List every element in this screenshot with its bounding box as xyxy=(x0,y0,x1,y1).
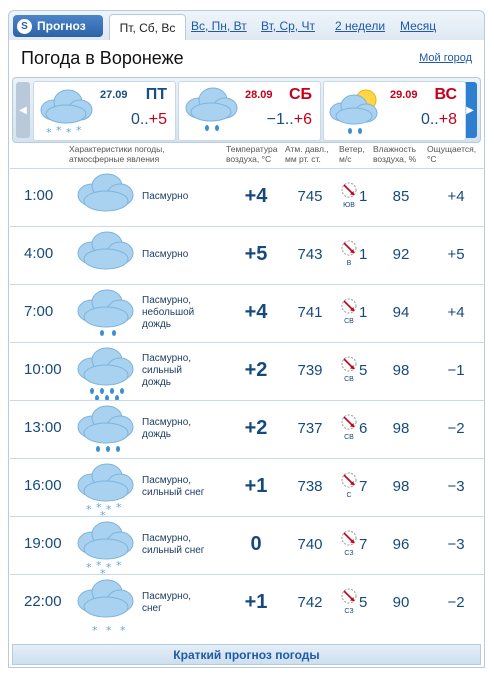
page-title: Погода в Воронеже xyxy=(21,48,184,68)
day-carousel xyxy=(12,77,481,143)
row-time: 10:00 xyxy=(24,361,62,378)
day-date: 29.09 xyxy=(390,89,418,101)
forecast-table xyxy=(10,168,485,635)
svg-text:*: * xyxy=(56,124,62,137)
row-pressure: 745 xyxy=(297,188,323,205)
svg-text:*: * xyxy=(92,624,98,635)
short-forecast-link[interactable]: Краткий прогноз погоды xyxy=(12,644,481,665)
row-humidity: 98 xyxy=(392,420,410,437)
day-temp-min: 0.. xyxy=(420,111,439,128)
snow-icon xyxy=(74,577,138,640)
rain-icon xyxy=(74,403,138,466)
header-wind xyxy=(339,144,365,164)
day-date: 27.09 xyxy=(100,89,128,101)
description-line: Пасмурно, xyxy=(142,533,192,544)
header-line: Атм. давл., xyxy=(285,144,329,154)
my-city-link[interactable]: Мой город xyxy=(419,52,472,64)
description-line: Пасмурно, xyxy=(142,295,192,306)
tab-sun-mon-tue[interactable]: Вс, Пн, Вт xyxy=(191,19,247,33)
row-humidity: 98 xyxy=(392,362,410,379)
row-feels-like: −3 xyxy=(447,536,465,553)
svg-text:*: * xyxy=(106,624,112,635)
tab-fri-sat-sun[interactable]: Пт, Сб, Вс xyxy=(109,14,186,41)
row-feels-like: +4 xyxy=(447,188,465,205)
description-line: дождь xyxy=(142,377,172,388)
s-logo-icon: S xyxy=(17,19,32,34)
row-time: 7:00 xyxy=(24,303,54,320)
header-pressure xyxy=(285,144,329,164)
row-humidity: 96 xyxy=(392,536,410,553)
description-line: сильный снег xyxy=(142,487,205,498)
row-temperature: +2 xyxy=(244,417,268,439)
svg-text:*: * xyxy=(96,501,102,514)
row-temperature: +5 xyxy=(244,243,268,265)
row-wind-speed: 7 xyxy=(359,478,368,495)
row-temperature: +1 xyxy=(244,591,268,613)
day-temp xyxy=(421,111,457,129)
wind-direction-label: СВ xyxy=(344,376,354,383)
svg-text:*: * xyxy=(100,509,106,519)
row-wind-speed: 1 xyxy=(359,188,368,205)
row-wind-speed: 6 xyxy=(359,420,368,437)
header-line: Ветер, xyxy=(339,144,365,154)
row-description xyxy=(142,533,204,557)
table-row xyxy=(10,342,485,400)
row-humidity: 94 xyxy=(392,304,410,321)
day-name: СБ xyxy=(288,86,312,103)
row-description xyxy=(142,191,188,203)
svg-text:*: * xyxy=(86,561,92,574)
day-name: ВС xyxy=(434,86,457,103)
wind-direction-icon xyxy=(340,413,358,441)
header-feels xyxy=(427,144,476,164)
header-line: воздуха, % xyxy=(373,154,417,164)
table-row xyxy=(10,168,485,226)
description-line: дождь xyxy=(142,429,172,440)
row-description xyxy=(142,591,191,615)
row-pressure: 743 xyxy=(297,246,323,263)
wind-direction-icon xyxy=(340,587,358,615)
row-feels-like: −3 xyxy=(447,478,465,495)
next-arrow-icon[interactable]: ▶ xyxy=(463,82,477,138)
row-wind-speed: 1 xyxy=(359,304,368,321)
day-temp xyxy=(267,111,312,129)
header-line: Ощущается, xyxy=(427,144,477,154)
row-temperature: +2 xyxy=(244,359,268,381)
description-line: Пасмурно, xyxy=(142,417,192,428)
svg-text:*: * xyxy=(100,567,106,577)
wind-direction-icon xyxy=(340,239,358,267)
row-time: 13:00 xyxy=(24,419,62,436)
row-temperature: +4 xyxy=(244,185,268,207)
day-temp-max: +5 xyxy=(148,111,167,128)
row-wind-speed: 7 xyxy=(359,536,368,553)
day-temp-min: 0.. xyxy=(130,111,149,128)
description-line: Пасмурно, xyxy=(142,353,192,364)
row-temperature: +4 xyxy=(244,301,268,323)
row-time: 1:00 xyxy=(24,187,54,204)
row-humidity: 85 xyxy=(392,188,410,205)
row-feels-like: −2 xyxy=(447,420,465,437)
cloud-snow-icon xyxy=(36,84,98,145)
day-date: 28.09 xyxy=(245,89,273,101)
row-temperature: +1 xyxy=(244,475,268,497)
heavy-snow-icon xyxy=(74,519,138,582)
day-temp xyxy=(131,111,167,129)
svg-text:*: * xyxy=(66,126,72,139)
wind-direction-icon xyxy=(340,355,358,383)
description-line: небольшой xyxy=(142,307,195,318)
cloud-rain-icon xyxy=(181,84,243,145)
svg-text:*: * xyxy=(120,624,126,635)
heavy-rain-icon xyxy=(74,345,138,408)
day-card-sat[interactable] xyxy=(178,81,321,141)
row-humidity: 90 xyxy=(392,594,410,611)
day-temp-min: −1.. xyxy=(266,111,294,128)
row-pressure: 740 xyxy=(297,536,323,553)
day-card-fri[interactable] xyxy=(33,81,176,141)
prev-arrow-icon[interactable]: ◀ xyxy=(16,82,30,138)
day-temp-max: +6 xyxy=(293,111,312,128)
row-humidity: 98 xyxy=(392,478,410,495)
wind-direction-icon xyxy=(340,297,358,325)
row-description xyxy=(142,353,191,389)
header-line: Влажность xyxy=(373,144,417,154)
description-line: Пасмурно xyxy=(142,191,189,202)
wind-direction-label: СВ xyxy=(344,318,354,325)
day-card-sun[interactable] xyxy=(323,81,466,141)
row-feels-like: +4 xyxy=(447,304,465,321)
sun-cloud-rain-icon xyxy=(326,84,388,145)
wind-direction-label: СЗ xyxy=(344,550,354,557)
svg-text:*: * xyxy=(76,124,82,137)
wind-direction-icon xyxy=(340,471,358,499)
header-line: °C xyxy=(427,154,437,164)
svg-text:*: * xyxy=(106,503,112,516)
header-humidity xyxy=(373,144,416,164)
wind-direction-icon xyxy=(340,529,358,557)
description-line: сильный снег xyxy=(142,545,205,556)
row-description xyxy=(142,475,204,499)
row-feels-like: +5 xyxy=(447,246,465,263)
header-line: воздуха, °C xyxy=(226,154,272,164)
day-temp-max: +8 xyxy=(438,111,457,128)
svg-text:*: * xyxy=(116,501,122,514)
description-line: Пасмурно xyxy=(142,249,189,260)
row-time: 19:00 xyxy=(24,535,62,552)
wind-direction-icon xyxy=(340,181,358,209)
header-line: Характеристики погоды, xyxy=(69,144,165,154)
row-wind-speed: 5 xyxy=(359,362,368,379)
row-feels-like: −1 xyxy=(447,362,465,379)
tab-two-weeks[interactable]: 2 недели xyxy=(335,19,386,33)
row-wind-speed: 5 xyxy=(359,594,368,611)
tab-month[interactable]: Месяц xyxy=(400,19,437,33)
header-line: атмосферные явления xyxy=(69,154,160,164)
row-time: 22:00 xyxy=(24,593,62,610)
row-pressure: 738 xyxy=(297,478,323,495)
wind-direction-label: В xyxy=(346,260,352,267)
table-row xyxy=(10,516,485,577)
table-row xyxy=(10,284,485,342)
header-line: Температура xyxy=(226,144,278,154)
svg-text:*: * xyxy=(106,561,112,574)
description-line: сильный xyxy=(142,365,182,376)
forecast-brand-tab[interactable] xyxy=(13,15,103,37)
row-wind-speed: 1 xyxy=(359,246,368,263)
row-description xyxy=(142,249,188,261)
wind-direction-label: СЗ xyxy=(344,608,354,615)
overcast-icon xyxy=(74,171,138,234)
wind-direction-label: ЮВ xyxy=(343,202,355,209)
row-pressure: 737 xyxy=(297,420,323,437)
description-line: Пасмурно, xyxy=(142,591,192,602)
header-line: мм рт. ст. xyxy=(285,154,321,164)
header-line: м/с xyxy=(339,154,352,164)
row-pressure: 739 xyxy=(297,362,323,379)
heavy-snow-icon xyxy=(74,461,138,524)
row-description xyxy=(142,417,191,441)
forecast-panel xyxy=(8,40,485,668)
table-row xyxy=(10,574,485,635)
overcast-icon xyxy=(74,229,138,292)
wind-direction-label: С xyxy=(346,492,352,499)
row-pressure: 742 xyxy=(297,594,323,611)
row-pressure: 741 xyxy=(297,304,323,321)
wind-direction-label: СВ xyxy=(344,434,354,441)
row-feels-like: −2 xyxy=(447,594,465,611)
brand-label: Прогноз xyxy=(37,19,86,33)
description-line: снег xyxy=(142,603,162,614)
day-name: ПТ xyxy=(145,86,167,103)
row-time: 16:00 xyxy=(24,477,62,494)
svg-text:*: * xyxy=(86,503,92,516)
table-row xyxy=(10,400,485,458)
header-temp xyxy=(226,144,277,164)
header-conditions xyxy=(69,144,165,164)
description-line: дождь xyxy=(142,319,172,330)
light-rain-icon xyxy=(74,287,138,350)
table-row xyxy=(10,226,485,284)
forecast-tabs xyxy=(8,10,485,40)
row-temperature: 0 xyxy=(250,533,262,555)
svg-text:*: * xyxy=(46,126,52,139)
row-description xyxy=(142,295,194,331)
table-row xyxy=(10,458,485,519)
row-humidity: 92 xyxy=(392,246,410,263)
row-time: 4:00 xyxy=(24,245,54,262)
description-line: Пасмурно, xyxy=(142,475,192,486)
tab-tue-wed-thu[interactable]: Вт, Ср, Чт xyxy=(261,19,315,33)
svg-text:*: * xyxy=(96,559,102,572)
svg-text:*: * xyxy=(116,559,122,572)
